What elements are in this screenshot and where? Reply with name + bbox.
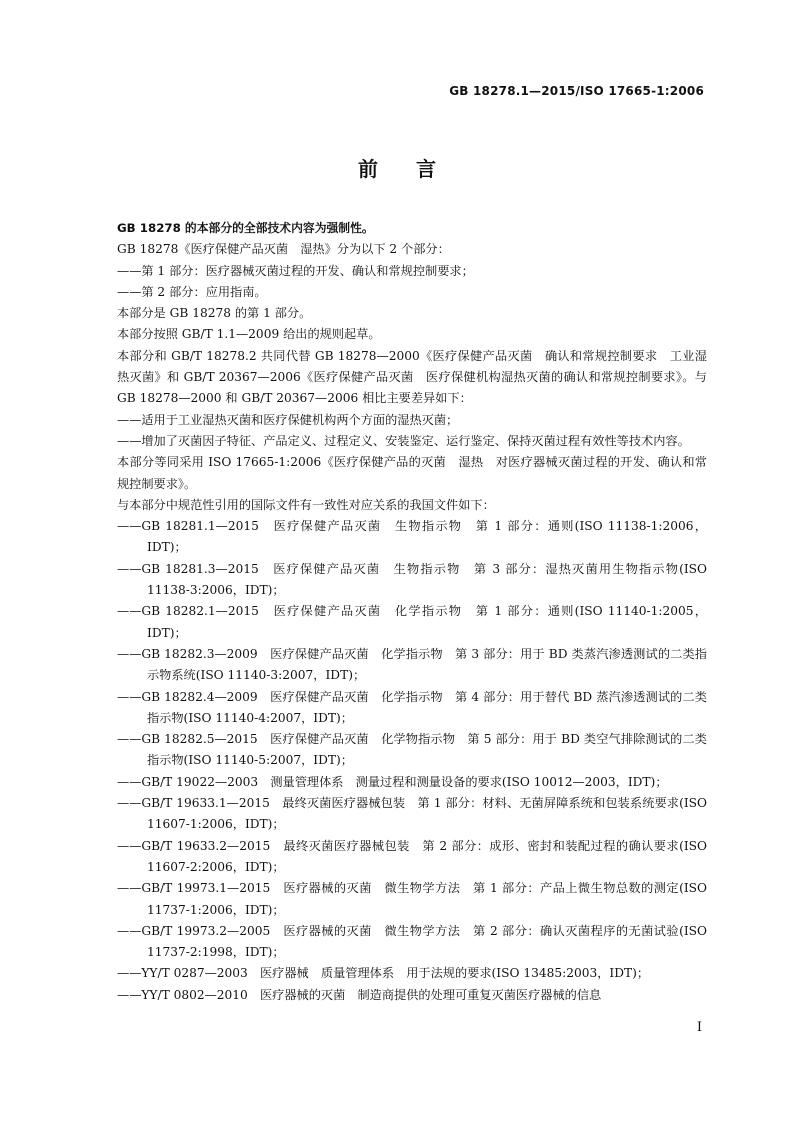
list-item: ——第 2 部分：应用指南。 [117,284,267,299]
reference-item: ——YY/T 0287—2003 医疗器械 质量管理体系 用于法规的要求(ISO 13485:2003，IDT)； [117,966,650,981]
list-item: ——第 1 部分：医疗器械灭菌过程的开发、确认和常规控制要求； [117,263,474,278]
mandatory-statement: GB 18278 的本部分的全部技术内容为强制性。 [117,221,374,235]
page-title: 前言 [358,157,474,181]
list-item: ——增加了灭菌因子特征、产品定义、过程定义、安装鉴定、运行鉴定、保持灭菌过程有效性等技术内容。 [117,433,690,448]
replacement-statement: 本部分和 GB/T 18278.2 共同代替 GB 18278—2000《医疗保健产品灭菌 确认和常规控制要求 工业湿热灭菌》和 GB/T 20367—2006《医疗保健产品灭菌 医疗保健机构湿热灭菌的确认和常规控制要求》。与 GB 18278—2000 和 GB/T 20367—2006 相比主要差异如下： [117,348,707,406]
list-item: ——适用于工业湿热灭菌和医疗保健机构两个方面的湿热灭菌； [117,412,459,427]
reference-item: ——YY/T 0802—2010 医疗器械的灭菌 制造商提供的处理可重复灭菌医疗器械的信息 [117,987,602,1002]
paragraph: 本部分等同采用 ISO 17665-1:2006《医疗保健产品的灭菌 湿热 对医疗器械灭菌过程的开发、确认和常规控制要求》。 [117,455,707,491]
reference-item: ——GB 18282.4—2009 医疗保健产品灭菌 化学指示物 第 4 部分：用于替代 BD 蒸汽渗透测试的二类指示物(ISO 11140-4:2007，IDT)； [117,689,707,725]
reference-item: ——GB 18282.5—2015 医疗保健产品灭菌 化学物指示物 第 5 部分：用于 BD 类空气排除测试的二类指示物(ISO 11140-5:2007，IDT)； [117,732,707,768]
paragraph: 本部分是 GB 18278 的第 1 部分。 [117,306,312,321]
reference-item: ——GB/T 19022—2003 测量管理体系 测量过程和测量设备的要求(ISO 10012—2003，IDT)； [117,774,668,789]
reference-item: ——GB 18282.3—2009 医疗保健产品灭菌 化学指示物 第 3 部分：用于 BD 类蒸汽渗透测试的二类指示物系统(ISO 11140-3:2007，IDT)； [117,646,707,683]
paragraph: 与本部分中规范性引用的国际文件有一致性对应关系的我国文件如下： [117,497,495,512]
paragraph [117,346,707,410]
reference-item: ——GB 18282.1—2015 医疗保健产品灭菌 化学指示物 第 1 部分：通则(ISO 11140-1:2005，IDT)； [117,604,707,640]
reference-item: ——GB/T 19973.2—2005 医疗器械的灭菌 微生物学方法 第 2 部分：确认灭菌程序的无菌试验(ISO 11737-2:1998，IDT)； [117,923,707,960]
foreword-body [117,218,707,1006]
reference-item: ——GB/T 19633.1—2015 最终灭菌医疗器械包装 第 1 部分：材料、无菌屏障系统和包装系统要求(ISO 11607-1:2006，IDT)； [117,796,707,832]
reference-item: ——GB/T 19633.2—2015 最终灭菌医疗器械包装 第 2 部分：成形、密封和装配过程的确认要求(ISO 11607-2:2006，IDT)； [117,838,707,874]
paragraph: 本部分按照 GB/T 1.1—2009 给出的规则起草。 [117,327,381,342]
standard-number: GB 18278.1—2015/ISO 17665-1:2006 [449,84,704,98]
reference-item: ——GB 18281.1—2015 医疗保健产品灭菌 生物指示物 第 1 部分：通则(ISO 11138-1:2006，IDT)； [117,519,707,555]
paragraph: GB 18278《医疗保健产品灭菌 湿热》分为以下 2 个部分： [117,242,450,257]
reference-item: ——GB 18281.3—2015 医疗保健产品灭菌 生物指示物 第 3 部分：湿热灭菌用生物指示物(ISO 11138-3:2006，IDT)； [117,561,707,598]
page-number: I [696,1020,702,1035]
reference-item: ——GB/T 19973.1—2015 医疗器械的灭菌 微生物学方法 第 1 部分：产品上微生物总数的测定(ISO 11737-1:2006，IDT)； [117,881,707,917]
